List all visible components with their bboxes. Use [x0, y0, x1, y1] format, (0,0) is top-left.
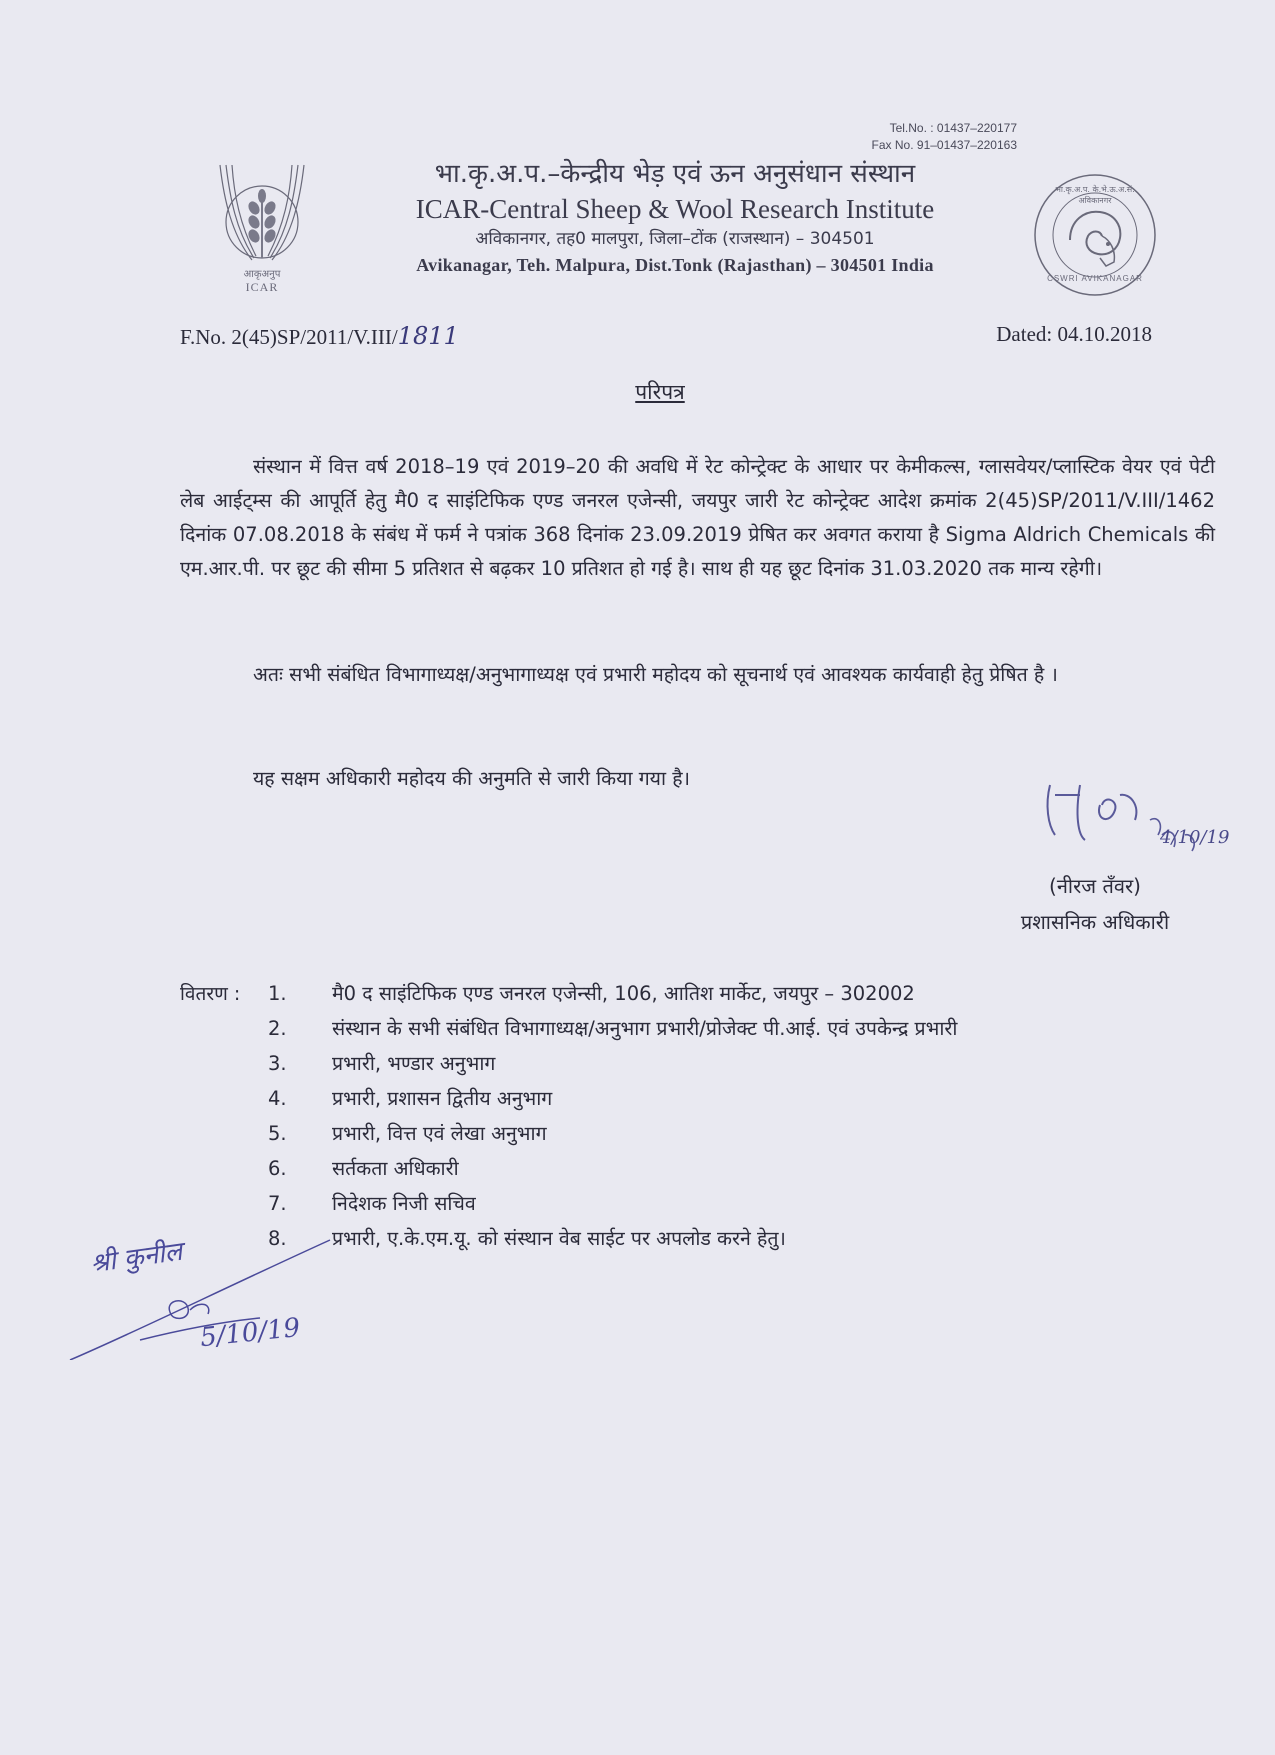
document-date: Dated: 04.10.2018: [996, 322, 1152, 346]
org-name-english: ICAR-Central Sheep & Wool Research Institute: [415, 194, 935, 224]
signature-date-handwritten: 4/10/19: [1160, 827, 1230, 848]
address-hindi: अविकानगर, तह0 मालपुरा, जिला–टोंक (राजस्थान) – 304501: [475, 229, 875, 249]
org-name-hindi: भा.कृ.अ.प.–केन्द्रीय भेड़ एवं ऊन अनुसंधान संस्थान: [434, 159, 916, 189]
distribution-item: [268, 1046, 1228, 1081]
address-english: Avikanagar, Teh. Malpura, Dist.Tonk (Rajasthan) – 304501 India: [416, 255, 934, 275]
distribution-item-text: निदेशक निजी सचिव: [332, 1192, 476, 1215]
distribution-item-number: 1.: [268, 982, 287, 1005]
handwritten-note: [60, 1230, 340, 1360]
icar-logo-caption: ICAR: [245, 280, 279, 294]
note-date-handwritten: 5/10/19: [198, 1312, 302, 1354]
distribution-item-number: 4.: [268, 1087, 287, 1110]
fax-number: Fax No. 91–01437–220163: [871, 138, 1017, 152]
distribution-list: [268, 976, 1228, 1256]
tel-number: Tel.No. : 01437–220177: [889, 121, 1017, 135]
distribution-item: [268, 1221, 1228, 1256]
seal-text-top: भा.कृ.अ.प. के.भे.ऊ.अ.सं. अविकानगर: [1055, 185, 1135, 205]
distribution-item: [268, 976, 1228, 1011]
note-name-handwritten: श्री कुनील: [88, 1236, 185, 1280]
cswri-seal: [1030, 170, 1160, 300]
distribution-item-text: प्रभारी, ए.के.एम.यू. को संस्थान वेब साईट पर अपलोड करने हेतु।: [332, 1227, 786, 1250]
body-paragraph-2-text: अतः सभी संबंधित विभागाध्यक्ष/अनुभागाध्यक्ष एवं प्रभारी महोदय को सूचनार्थ एवं आवश्यक कार्यवाही हेतु प्रेषित है ।: [253, 663, 1058, 686]
distribution-item-text: सर्तकता अधिकारी: [332, 1157, 459, 1180]
body-paragraph-3: यह सक्षम अधिकारी महोदय की अनुमति से जारी किया गया है।: [253, 767, 690, 790]
body-paragraph-1-text: संस्थान में वित्त वर्ष 2018–19 एवं 2019–20 की अवधि में रेट कोन्ट्रेक्ट के आधार पर केमीकल्स, ग्लासवेयर/प्लास्टिक वेयर एवं पेटी लेब आईट्म्स की आपूर्ति हेतु मै0 द साइंटिफिक एण्ड जनरल एजेन्सी, जयपुर जारी रेट कोन्ट्रेक्ट आदेश क्रमांक 2(45)SP/2011/V.III/1462 दिनांक 07.08.2018 के संबंध में फर्म ने पत्रांक 368 दिनांक 23.09.2019 प्रेषित कर अवगत कराया है Sigma Aldrich Chemicals की एम.आर.पी. पर छूट की सीमा 5 प्रतिशत से बढ़कर 10 प्रतिशत हो गई है। साथ ही यह छूट दिनांक 31.03.2020 तक मान्य रहेगी।: [180, 455, 1215, 580]
distribution-item-text: प्रभारी, प्रशासन द्वितीय अनुभाग: [332, 1087, 553, 1110]
distribution-item-text: प्रभारी, वित्त एवं लेखा अनुभाग: [332, 1122, 547, 1145]
distribution-item-text: मै0 द साइंटिफिक एण्ड जनरल एजेन्सी, 106, आतिश मार्केट, जयपुर – 302002: [332, 982, 915, 1005]
icar-logo-caption-hindi: आकृअनुप: [243, 269, 281, 280]
icar-logo: [212, 160, 312, 300]
distribution-item-number: 2.: [268, 1017, 287, 1040]
signatory-name: (नीरज तँवर): [1049, 874, 1141, 898]
signatory-designation: प्रशासनिक अधिकारी: [1020, 910, 1170, 934]
file-number-printed: F.No. 2(45)SP/2011/V.III/: [180, 325, 398, 349]
distribution-item: [268, 1081, 1228, 1116]
distribution-item: [268, 1011, 1228, 1046]
distribution-label: वितरण :: [180, 983, 241, 1005]
letterhead: [330, 156, 1020, 278]
distribution-item-number: 6.: [268, 1157, 287, 1180]
seal-text-bottom: CSWRI AVIKANAGAR: [1047, 274, 1143, 283]
distribution-item: [268, 1186, 1228, 1221]
distribution-item-number: 5.: [268, 1122, 287, 1145]
distribution-item: [268, 1116, 1228, 1151]
body-paragraph-1: [180, 450, 1215, 586]
subject-title: परिपत्र: [635, 380, 685, 404]
distribution-item-number: 8.: [268, 1227, 287, 1250]
body-paragraph-2: [180, 658, 1215, 692]
distribution-item-number: 7.: [268, 1192, 287, 1215]
distribution-item-text: प्रभारी, भण्डार अनुभाग: [332, 1052, 496, 1075]
file-number-handwritten: 1811: [397, 322, 459, 350]
distribution-item-text: संस्थान के सभी संबंधित विभागाध्यक्ष/अनुभाग प्रभारी/प्रोजेक्ट पी.आई. एवं उपकेन्द्र प्रभारी: [332, 1017, 958, 1040]
signatory-block: [985, 868, 1205, 940]
distribution-item: [268, 1151, 1228, 1186]
contact-block: [872, 120, 1017, 154]
distribution-item-number: 3.: [268, 1052, 287, 1075]
handwritten-signature: [1040, 765, 1240, 865]
file-number: [180, 322, 459, 350]
